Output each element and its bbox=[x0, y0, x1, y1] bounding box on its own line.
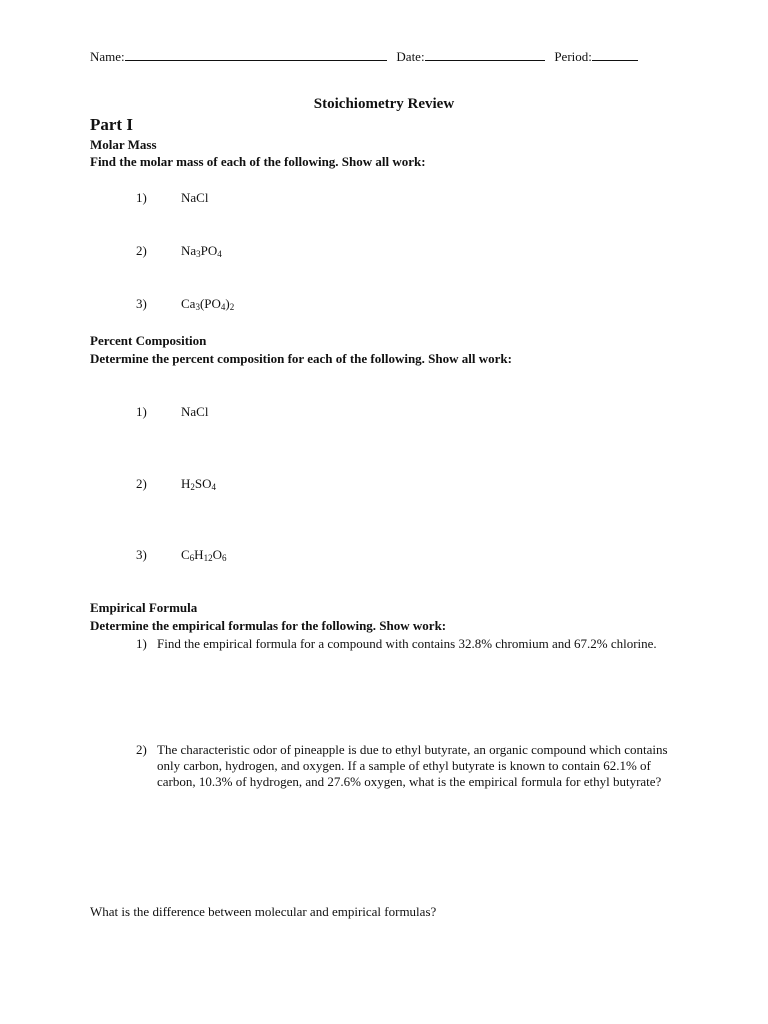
percent-item-1-number: 1) bbox=[136, 404, 147, 419]
period-blank[interactable] bbox=[592, 48, 638, 61]
percent-item-1-formula: NaCl bbox=[181, 404, 209, 419]
molar-item-3-formula: $Ca_3(PO_4)_2$ bbox=[181, 296, 235, 312]
date-blank[interactable] bbox=[425, 48, 545, 61]
molar-item-2-number: 2) bbox=[136, 243, 147, 258]
percent-composition-instruction: Determine the percent composition for each of the following. Show all work: bbox=[90, 351, 512, 366]
period-label: Period: bbox=[554, 49, 592, 64]
empirical-item-1-number: 1) bbox=[136, 636, 147, 651]
percent-item-2-formula: $H_2SO_4$ bbox=[181, 476, 217, 492]
percent-item-3-number: 3) bbox=[136, 547, 147, 562]
molar-mass-heading: Molar Mass bbox=[90, 137, 157, 152]
header-line bbox=[90, 48, 638, 65]
molar-item-1-formula: NaCl bbox=[181, 190, 209, 205]
percent-composition-heading: Percent Composition bbox=[90, 333, 207, 348]
name-blank[interactable] bbox=[125, 48, 387, 61]
empirical-item-2-number: 2) bbox=[136, 742, 147, 757]
empirical-item-1-text: Find the empirical formula for a compound with contains 32.8% chromium and 67.2% chlorine. bbox=[157, 636, 657, 651]
final-question: What is the difference between molecular and empirical formulas? bbox=[90, 904, 437, 919]
percent-item-2-number: 2) bbox=[136, 476, 147, 491]
molar-mass-instruction: Find the molar mass of each of the following. Show all work: bbox=[90, 154, 426, 169]
page-title: Stoichiometry Review bbox=[313, 96, 455, 112]
empirical-formula-heading: Empirical Formula bbox=[90, 600, 198, 615]
molar-item-3-number: 3) bbox=[136, 296, 147, 311]
date-label: Date: bbox=[396, 49, 425, 64]
empirical-item-2-text: The characteristic odor of pineapple is due to ethyl butyrate, an organic compound which contains only carbon, hydrogen, and oxygen. If a sample of ethyl butyrate is known to contain 62.1% of carbon, 10.3% of hydrogen, and 27.6% oxygen, what is the empirical formula for ethyl butyrate? bbox=[157, 742, 668, 789]
part-heading: Part I bbox=[90, 115, 133, 134]
empirical-formula-instruction: Determine the empirical formulas for the following. Show work: bbox=[90, 618, 447, 633]
molar-item-2-formula: $Na_3PO_4$ bbox=[181, 243, 222, 259]
percent-item-3-formula: $C_6H_{12}O_6$ bbox=[181, 547, 227, 563]
name-label: Name: bbox=[90, 49, 125, 64]
molar-item-1-number: 1) bbox=[136, 190, 147, 205]
